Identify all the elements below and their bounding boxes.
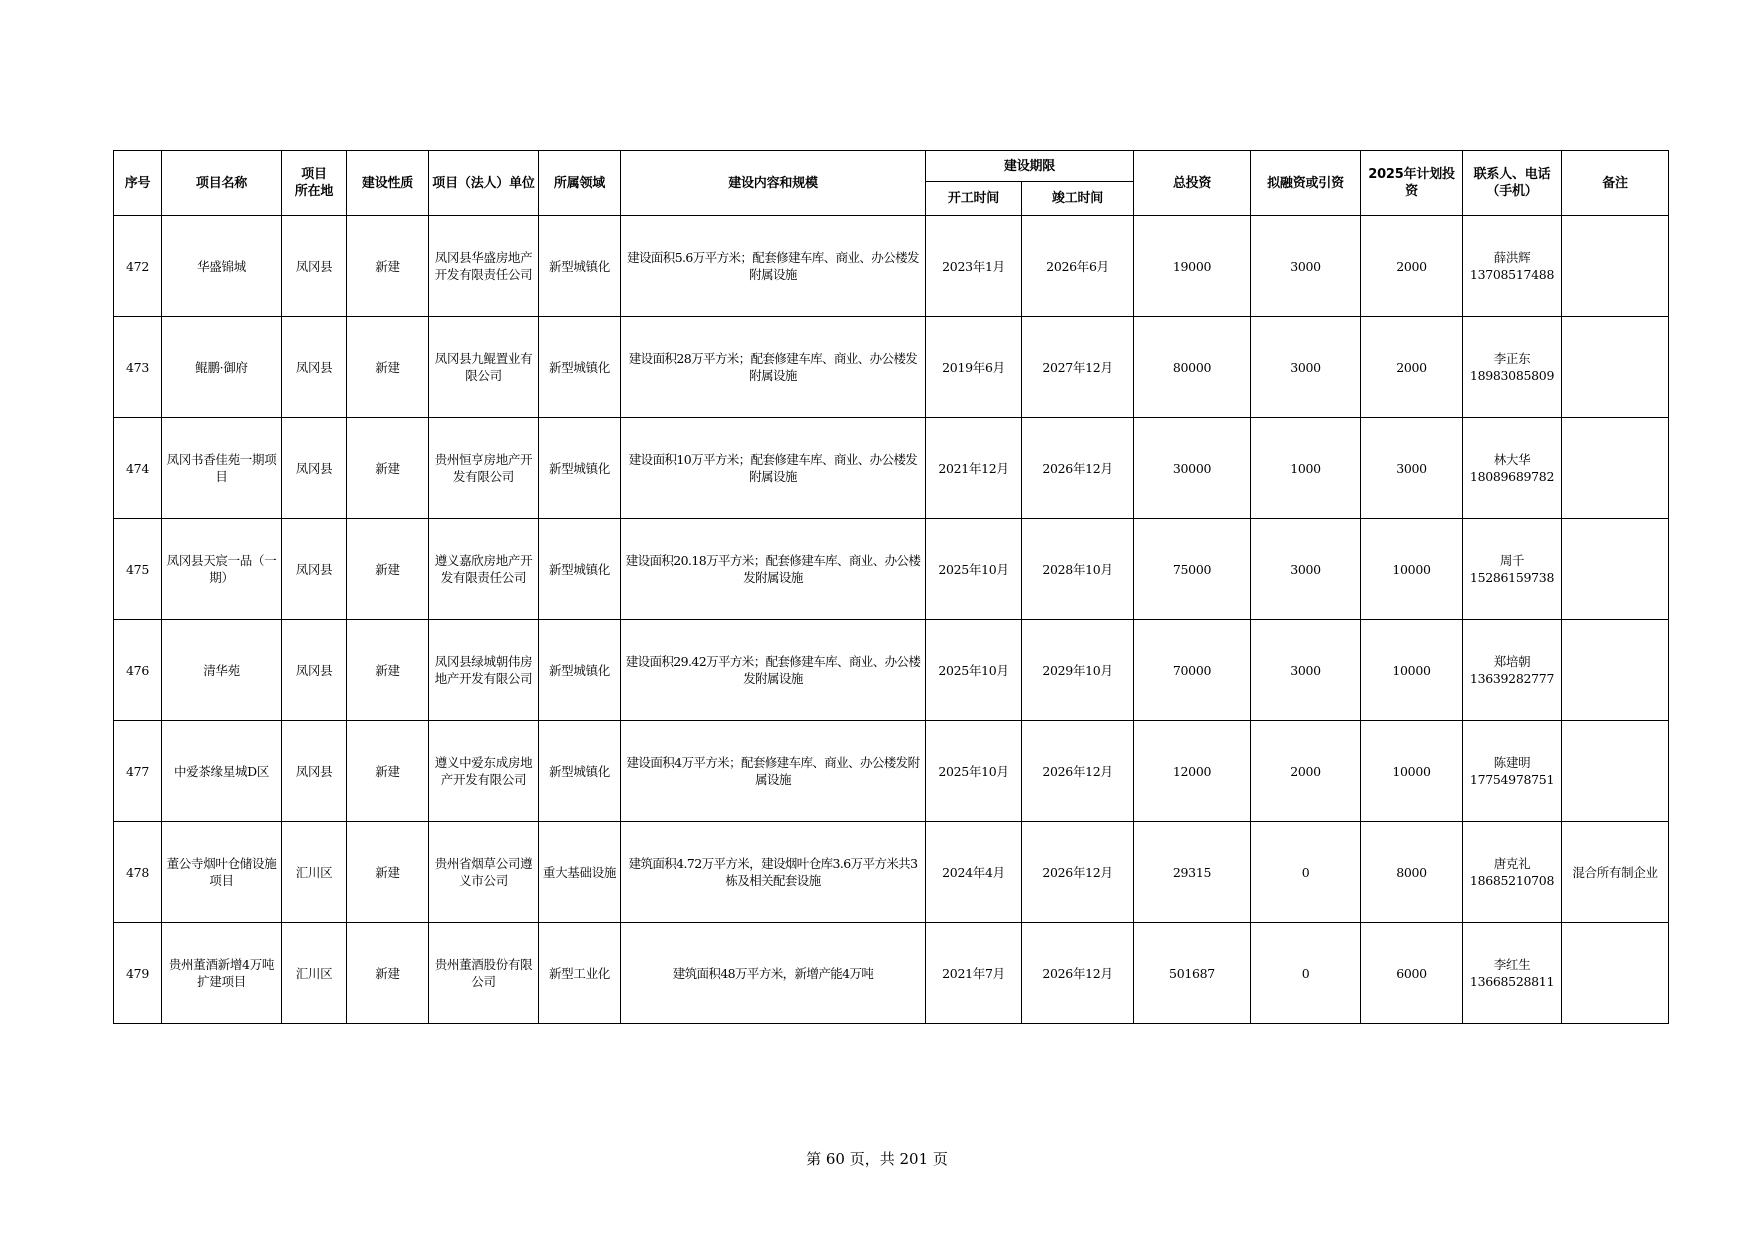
header-start: 开工时间: [926, 182, 1022, 216]
header-contact-line2: （手机）: [1486, 184, 1538, 199]
cell-plan2025: 6000: [1361, 923, 1463, 1024]
cell-content: 建设面积28万平方米；配套修建车库、商业、办公楼发附属设施: [621, 317, 926, 418]
header-location-line2: 所在地: [294, 184, 334, 199]
contact-name: 唐克礼: [1493, 856, 1531, 871]
cell-field: 新型城镇化: [539, 317, 621, 418]
cell-location: 汇川区: [282, 822, 347, 923]
header-seq: 序号: [114, 151, 162, 216]
cell-nature: 新建: [347, 216, 429, 317]
cell-start: 2025年10月: [926, 721, 1022, 822]
cell-financing: 3000: [1251, 216, 1361, 317]
cell-start: 2025年10月: [926, 620, 1022, 721]
cell-unit: 凤冈县九鲲置业有限公司: [429, 317, 539, 418]
cell-name: 凤冈书香佳苑一期项目: [162, 418, 282, 519]
cell-contact: [1463, 620, 1562, 721]
table-row: [114, 519, 1669, 620]
header-end: 竣工时间: [1022, 182, 1134, 216]
contact-phone: 18983085809: [1469, 368, 1555, 383]
contact-phone: 13639282777: [1469, 671, 1555, 686]
contact-phone: 13708517488: [1469, 267, 1555, 282]
cell-location: 凤冈县: [282, 721, 347, 822]
header-nature: 建设性质: [347, 151, 429, 216]
cell-field: 新型城镇化: [539, 519, 621, 620]
cell-plan2025: 10000: [1361, 620, 1463, 721]
cell-end: 2026年12月: [1022, 822, 1134, 923]
cell-financing: 1000: [1251, 418, 1361, 519]
table-body: [114, 216, 1669, 1024]
cell-total: 501687: [1134, 923, 1251, 1024]
cell-remark: [1562, 317, 1669, 418]
cell-start: 2023年1月: [926, 216, 1022, 317]
cell-name: 董公寺烟叶仓储设施项目: [162, 822, 282, 923]
contact-phone: 13668528811: [1469, 974, 1555, 989]
cell-remark: 混合所有制企业: [1562, 822, 1669, 923]
cell-plan2025: 8000: [1361, 822, 1463, 923]
cell-remark: [1562, 418, 1669, 519]
cell-remark: [1562, 519, 1669, 620]
cell-start: 2019年6月: [926, 317, 1022, 418]
cell-end: 2026年6月: [1022, 216, 1134, 317]
header-financing: 拟融资或引资: [1251, 151, 1361, 216]
cell-content: 建设面积29.42万平方米；配套修建车库、商业、办公楼发附属设施: [621, 620, 926, 721]
cell-seq: 472: [114, 216, 162, 317]
cell-remark: [1562, 721, 1669, 822]
header-field: 所属领域: [539, 151, 621, 216]
cell-contact: [1463, 822, 1562, 923]
cell-end: 2026年12月: [1022, 721, 1134, 822]
cell-content: 建设面积5.6万平方米；配套修建车库、商业、办公楼发附属设施: [621, 216, 926, 317]
cell-remark: [1562, 620, 1669, 721]
cell-seq: 479: [114, 923, 162, 1024]
cell-nature: 新建: [347, 721, 429, 822]
cell-content: 建筑面积4.72万平方米，建设烟叶仓库3.6万平方米共3栋及相关配套设施: [621, 822, 926, 923]
cell-name: 鲲鹏·御府: [162, 317, 282, 418]
contact-name: 薛洪辉: [1493, 250, 1531, 265]
cell-nature: 新建: [347, 519, 429, 620]
cell-nature: 新建: [347, 620, 429, 721]
cell-total: 75000: [1134, 519, 1251, 620]
cell-seq: 476: [114, 620, 162, 721]
cell-location: 凤冈县: [282, 317, 347, 418]
cell-contact: [1463, 216, 1562, 317]
cell-plan2025: 2000: [1361, 216, 1463, 317]
cell-name: 清华苑: [162, 620, 282, 721]
cell-total: 80000: [1134, 317, 1251, 418]
cell-content: 建设面积10万平方米；配套修建车库、商业、办公楼发附属设施: [621, 418, 926, 519]
header-remark: 备注: [1562, 151, 1669, 216]
page-footer: 第 60 页，共 201 页: [806, 1150, 948, 1168]
cell-financing: 2000: [1251, 721, 1361, 822]
header-location-line1: 项目: [301, 167, 327, 182]
cell-total: 19000: [1134, 216, 1251, 317]
cell-contact: [1463, 418, 1562, 519]
table-row: [114, 620, 1669, 721]
cell-name: 贵州董酒新增4万吨扩建项目: [162, 923, 282, 1024]
cell-contact: [1463, 721, 1562, 822]
cell-unit: 遵义嘉欣房地产开发有限责任公司: [429, 519, 539, 620]
cell-financing: 0: [1251, 822, 1361, 923]
header-name: 项目名称: [162, 151, 282, 216]
cell-financing: 3000: [1251, 317, 1361, 418]
cell-seq: 475: [114, 519, 162, 620]
cell-end: 2026年12月: [1022, 418, 1134, 519]
table-row: [114, 216, 1669, 317]
cell-seq: 474: [114, 418, 162, 519]
cell-plan2025: 10000: [1361, 721, 1463, 822]
contact-phone: 18089689782: [1469, 469, 1555, 484]
cell-seq: 477: [114, 721, 162, 822]
cell-field: 新型城镇化: [539, 620, 621, 721]
header-unit: 项目（法人）单位: [429, 151, 539, 216]
cell-end: 2026年12月: [1022, 923, 1134, 1024]
cell-unit: 遵义中爱东成房地产开发有限公司: [429, 721, 539, 822]
cell-name: 凤冈县天宸一品（一期）: [162, 519, 282, 620]
cell-location: 凤冈县: [282, 418, 347, 519]
cell-field: 新型城镇化: [539, 418, 621, 519]
header-location: [282, 151, 347, 216]
header-contact-line1: 联系人、电话: [1473, 167, 1551, 182]
cell-location: 汇川区: [282, 923, 347, 1024]
header-period: 建设期限: [926, 151, 1134, 182]
cell-unit: 贵州董酒股份有限公司: [429, 923, 539, 1024]
contact-name: 林大华: [1493, 452, 1531, 467]
cell-field: 重大基础设施: [539, 822, 621, 923]
header-row-1: [114, 151, 1669, 182]
cell-financing: 3000: [1251, 519, 1361, 620]
contact-phone: 17754978751: [1469, 772, 1555, 787]
cell-unit: 凤冈县绿城朝伟房地产开发有限公司: [429, 620, 539, 721]
cell-unit: 贵州恒亨房地产开发有限公司: [429, 418, 539, 519]
cell-nature: 新建: [347, 923, 429, 1024]
cell-financing: 0: [1251, 923, 1361, 1024]
cell-field: 新型工业化: [539, 923, 621, 1024]
header-plan2025: 2025年计划投资: [1361, 151, 1463, 216]
cell-nature: 新建: [347, 418, 429, 519]
cell-field: 新型城镇化: [539, 721, 621, 822]
cell-start: 2025年10月: [926, 519, 1022, 620]
contact-name: 郑培朝: [1493, 654, 1531, 669]
cell-seq: 473: [114, 317, 162, 418]
cell-start: 2021年7月: [926, 923, 1022, 1024]
cell-total: 12000: [1134, 721, 1251, 822]
cell-content: 建设面积20.18万平方米；配套修建车库、商业、办公楼发附属设施: [621, 519, 926, 620]
cell-content: 建筑面积48万平方米，新增产能4万吨: [621, 923, 926, 1024]
cell-unit: 贵州省烟草公司遵义市公司: [429, 822, 539, 923]
cell-plan2025: 2000: [1361, 317, 1463, 418]
cell-contact: [1463, 923, 1562, 1024]
cell-remark: [1562, 923, 1669, 1024]
cell-contact: [1463, 317, 1562, 418]
header-total: 总投资: [1134, 151, 1251, 216]
cell-field: 新型城镇化: [539, 216, 621, 317]
cell-name: 中爱茶缘星城D区: [162, 721, 282, 822]
cell-start: 2024年4月: [926, 822, 1022, 923]
cell-total: 30000: [1134, 418, 1251, 519]
cell-end: 2028年10月: [1022, 519, 1134, 620]
contact-phone: 18685210708: [1469, 873, 1555, 888]
cell-financing: 3000: [1251, 620, 1361, 721]
cell-plan2025: 10000: [1361, 519, 1463, 620]
cell-content: 建设面积4万平方米；配套修建车库、商业、办公楼发附属设施: [621, 721, 926, 822]
table-row: [114, 822, 1669, 923]
cell-location: 凤冈县: [282, 216, 347, 317]
cell-location: 凤冈县: [282, 620, 347, 721]
cell-end: 2029年10月: [1022, 620, 1134, 721]
cell-unit: 凤冈县华盛房地产开发有限责任公司: [429, 216, 539, 317]
cell-plan2025: 3000: [1361, 418, 1463, 519]
cell-remark: [1562, 216, 1669, 317]
table-row: [114, 721, 1669, 822]
table-row: [114, 923, 1669, 1024]
table-row: [114, 317, 1669, 418]
cell-nature: 新建: [347, 317, 429, 418]
cell-total: 70000: [1134, 620, 1251, 721]
cell-start: 2021年12月: [926, 418, 1022, 519]
contact-phone: 15286159738: [1469, 570, 1555, 585]
cell-contact: [1463, 519, 1562, 620]
header-content: 建设内容和规模: [621, 151, 926, 216]
cell-total: 29315: [1134, 822, 1251, 923]
cell-nature: 新建: [347, 822, 429, 923]
cell-end: 2027年12月: [1022, 317, 1134, 418]
cell-name: 华盛锦城: [162, 216, 282, 317]
contact-name: 周千: [1499, 553, 1525, 568]
contact-name: 李正东: [1493, 351, 1531, 366]
contact-name: 陈建明: [1493, 755, 1531, 770]
table-row: [114, 418, 1669, 519]
cell-seq: 478: [114, 822, 162, 923]
cell-location: 凤冈县: [282, 519, 347, 620]
header-contact: [1463, 151, 1562, 216]
contact-name: 李红生: [1493, 957, 1531, 972]
project-table: [113, 150, 1669, 1024]
